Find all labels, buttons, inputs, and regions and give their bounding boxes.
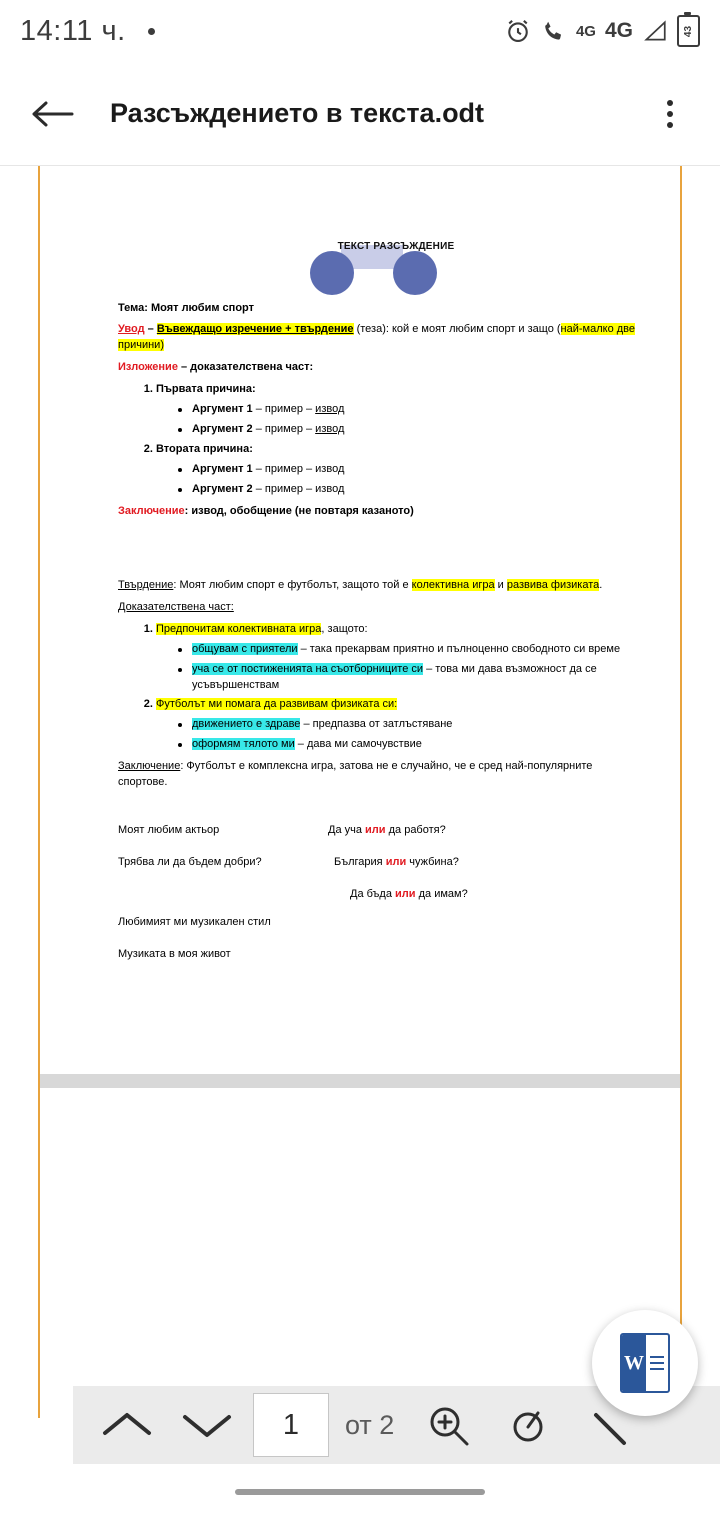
list-item — [156, 382, 644, 438]
statement-label: Твърдение — [118, 578, 174, 591]
page-title: Разсъждението в текста.odt — [110, 98, 485, 128]
network-label-1: 4G — [575, 22, 596, 40]
argument-rest: – пример – извод — [252, 482, 345, 495]
topic-pre: Да уча — [328, 824, 366, 837]
system-nav-bar — [0, 1464, 720, 1520]
spacer — [118, 797, 644, 819]
home-indicator[interactable] — [235, 1489, 485, 1495]
topic-post: да имам? — [415, 888, 468, 900]
chevron-down-icon[interactable] — [167, 1394, 247, 1456]
list-item — [156, 697, 644, 753]
list-item — [178, 462, 644, 478]
final-rest: : Футболът е комплексна игра, затова не е случайно, че е сред най-популярните спортове. — [118, 760, 593, 789]
final-label: Заключение — [118, 760, 181, 773]
zoom-in-icon[interactable] — [408, 1394, 488, 1456]
topic-item — [328, 887, 644, 903]
page-2 — [38, 1088, 682, 1418]
doc-theme-line: Тема: Моят любим спорт — [118, 301, 255, 314]
topic-or: или — [365, 824, 386, 837]
topic-item: Трябва ли да бъдем добри? — [118, 856, 262, 869]
page-1 — [0, 166, 720, 1074]
argument-label: Аргумент 2 — [192, 423, 253, 436]
word-icon-letter: W — [622, 1335, 646, 1391]
alarm-clock-icon — [504, 17, 532, 45]
reason-2-arguments — [156, 462, 644, 498]
example-2-highlight: Футболът ми помага да развивам физиката си: — [156, 698, 398, 711]
topic-post: да работя? — [385, 824, 446, 837]
signal-bars-icon — [642, 18, 668, 44]
bullet-highlight: общувам с приятели — [192, 642, 298, 655]
doc-final-line — [118, 759, 644, 791]
statement-highlight-1: колективна игра — [411, 578, 495, 591]
bullet-rest: – дава ми самочувствие — [294, 738, 422, 751]
intro-rest: (теза): кой е моят любим спорт и защо ( — [353, 323, 561, 336]
page-total-label: от 2 — [345, 1409, 395, 1440]
phone-call-icon — [541, 18, 567, 44]
page-separator — [38, 1074, 682, 1088]
topics-right-column — [328, 823, 644, 979]
argument-label: Аргумент 1 — [192, 463, 253, 475]
topic-item — [328, 855, 644, 871]
doc-evidence-label: Доказателствена част: — [118, 600, 234, 613]
page-number-input[interactable]: 1 — [253, 1393, 329, 1457]
reason-1-arguments — [156, 402, 644, 438]
body-rest: – доказателствена част: — [177, 361, 314, 374]
shape-circle-left — [310, 251, 354, 295]
intro-highlight: най-малко две причини) — [118, 323, 636, 352]
doc-topics-table — [118, 823, 644, 979]
app-bar — [0, 62, 720, 166]
doc-reasons-list — [118, 382, 644, 498]
word-icon-glyph — [620, 1333, 670, 1393]
status-notification-dot — [148, 28, 155, 35]
topic-item — [328, 823, 644, 839]
shape-circle-right — [393, 251, 437, 295]
list-item — [178, 422, 644, 438]
status-time: 14:11 ч. — [20, 14, 126, 47]
doc-intro-line — [118, 322, 644, 354]
spacer — [118, 526, 644, 572]
topic-pre: Да бъда — [350, 888, 396, 900]
doc-body-line — [118, 360, 644, 376]
topic-or: или — [395, 888, 416, 900]
battery-icon — [677, 15, 700, 47]
doc-headline: ТЕКСТ РАЗСЪЖДЕНИЕ — [337, 241, 455, 252]
example-1-highlight: Предпочитам колективната игра — [156, 622, 322, 635]
statement-end: . — [599, 578, 603, 591]
argument-rest: – пример – извод — [252, 463, 345, 475]
doc-conclusion-line — [118, 504, 644, 520]
word-document-icon[interactable] — [592, 1310, 698, 1416]
status-bar — [0, 0, 720, 62]
argument-label: Аргумент 2 — [192, 482, 253, 495]
list-item — [178, 717, 644, 733]
argument-underlined: извод — [315, 403, 345, 416]
list-item — [156, 442, 644, 498]
intro-dash: – — [144, 323, 157, 336]
page-1-canvas — [38, 166, 682, 1074]
statement-part1: : Моят любим спорт е футболът, защото той е — [173, 578, 412, 591]
topic-item: Музиката в моя живот — [118, 947, 231, 960]
list-item — [156, 622, 644, 694]
reason-1-label: Първата причина: — [156, 383, 256, 396]
conclusion-rest: : извод, обобщение (не повтаря казаното) — [184, 504, 414, 517]
list-item — [178, 482, 644, 498]
argument-underlined: извод — [315, 423, 345, 436]
example-2-bullets — [156, 717, 644, 753]
document-content — [40, 166, 680, 1074]
overflow-menu-icon[interactable] — [646, 90, 694, 138]
bullet-rest: – така прекарвам приятно и пълноценно свободното си време — [297, 642, 621, 655]
bullet-highlight: уча се от постиженията на съотборниците си — [192, 662, 424, 675]
reason-2-label: Вторатa причина: — [156, 443, 253, 456]
topic-pre: България — [334, 856, 386, 869]
list-item — [178, 662, 644, 694]
example-1-bullets — [156, 642, 644, 694]
network-label-2: 4G — [604, 19, 633, 42]
topic-item: Любимият ми музикален стил — [118, 916, 271, 928]
conclusion-label: Заключение — [118, 504, 185, 517]
example-2-line — [156, 698, 397, 710]
body-label: Изложение — [118, 361, 178, 374]
bullet-highlight: оформям тялото ми — [192, 738, 295, 751]
statement-mid: и — [494, 578, 507, 591]
bullet-rest: – това ми дава възможност да се усъвършенствам — [192, 662, 597, 691]
battery-level: 43 — [683, 25, 694, 37]
list-item — [178, 642, 644, 658]
example-1-rest: , защото: — [321, 622, 368, 635]
word-icon-lines — [646, 1335, 668, 1391]
topic-or: или — [385, 856, 407, 869]
topic-post: чужбина? — [406, 856, 459, 869]
intro-label: Увод — [118, 323, 145, 336]
topics-left-column — [118, 823, 328, 979]
doc-examples-list — [118, 622, 644, 754]
chevron-up-icon[interactable] — [87, 1394, 167, 1456]
back-arrow-icon[interactable] — [26, 88, 78, 140]
list-item — [178, 402, 644, 418]
list-item — [178, 737, 644, 753]
status-icons — [504, 15, 700, 47]
intro-bold: Въвеждащо изречение + твърдение — [156, 323, 354, 336]
rotate-icon[interactable] — [488, 1394, 568, 1456]
argument-rest: – пример – — [252, 403, 316, 416]
example-1-line — [156, 623, 368, 635]
topic-item: Моят любим актьор — [118, 824, 220, 837]
doc-statement-line — [118, 578, 644, 594]
argument-label: Аргумент 1 — [192, 403, 253, 416]
bullet-highlight: движението е здраве — [192, 718, 301, 731]
statement-highlight-2: развива физиката — [506, 578, 600, 591]
document-viewer[interactable] — [0, 166, 720, 1520]
bullet-rest: – предпазва от затлъстяване — [300, 718, 453, 731]
argument-rest: – пример – — [252, 423, 316, 436]
